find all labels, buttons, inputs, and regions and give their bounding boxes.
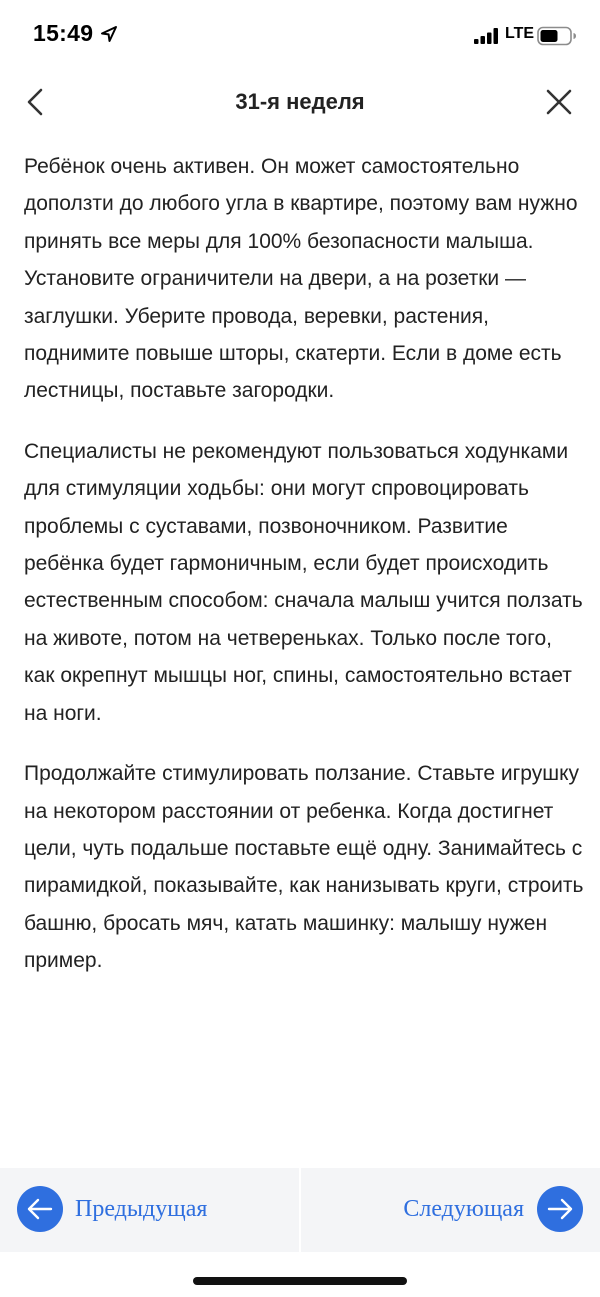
bottom-nav: [0, 1168, 600, 1252]
home-indicator[interactable]: [193, 1277, 407, 1285]
cellular-signal-icon: [474, 28, 500, 44]
nav-header: [0, 70, 600, 134]
status-time: 15:49: [33, 20, 94, 46]
arrow-left-icon: [17, 1186, 63, 1232]
article-body: [24, 148, 584, 1003]
article-paragraph-1: Ребёнок очень активен. Он может самостоятельно доползти до любого угла в квартире, поэтому вам нужно принять все меры для 100% безопасности малыша. Установите ограничители на двери, а на розетки — заглушки. Уберите провода, веревки, растения, поднимите повыше шторы, скатерти. Если в доме есть лестницы, поставьте загородки.: [24, 155, 578, 403]
page-title: 31-я неделя: [235, 89, 365, 114]
close-icon: [540, 83, 578, 121]
status-bar: [0, 0, 600, 70]
battery-icon: [537, 26, 577, 46]
article-paragraph-3: Продолжайте стимулировать ползание. Ставьте игрушку на некотором расстоянии от ребенка. Когда достигнет цели, чуть подальше поставьте ещё одну. Занимайтесь с пирамидкой, показывайте, как нанизывать круги, строить башню, бросать мяч, катать машинку: малышу нужен пример.: [24, 762, 584, 973]
next-week-button[interactable]: [300, 1168, 600, 1252]
location-arrow-icon: [100, 25, 118, 43]
article-paragraph-2: Специалисты не рекомендуют пользоваться ходунками для стимуляции ходьбы: они могут спровоцировать проблемы с суставами, позвоночником. Развитие ребёнка будет гармоничным, если будет происходить естественным способом: сначала малыш учится ползать на животе, потом на четвереньках. Только после того, как окрепнут мышцы ног, спины, самостоятельно встает на ноги.: [24, 439, 583, 725]
network-type-label: LTE: [505, 25, 535, 42]
close-button[interactable]: [540, 83, 578, 121]
arrow-right-icon: [537, 1186, 583, 1232]
next-week-label: Следующая: [403, 1196, 524, 1222]
previous-week-label: Предыдущая: [75, 1196, 208, 1222]
previous-week-button[interactable]: [0, 1168, 300, 1252]
